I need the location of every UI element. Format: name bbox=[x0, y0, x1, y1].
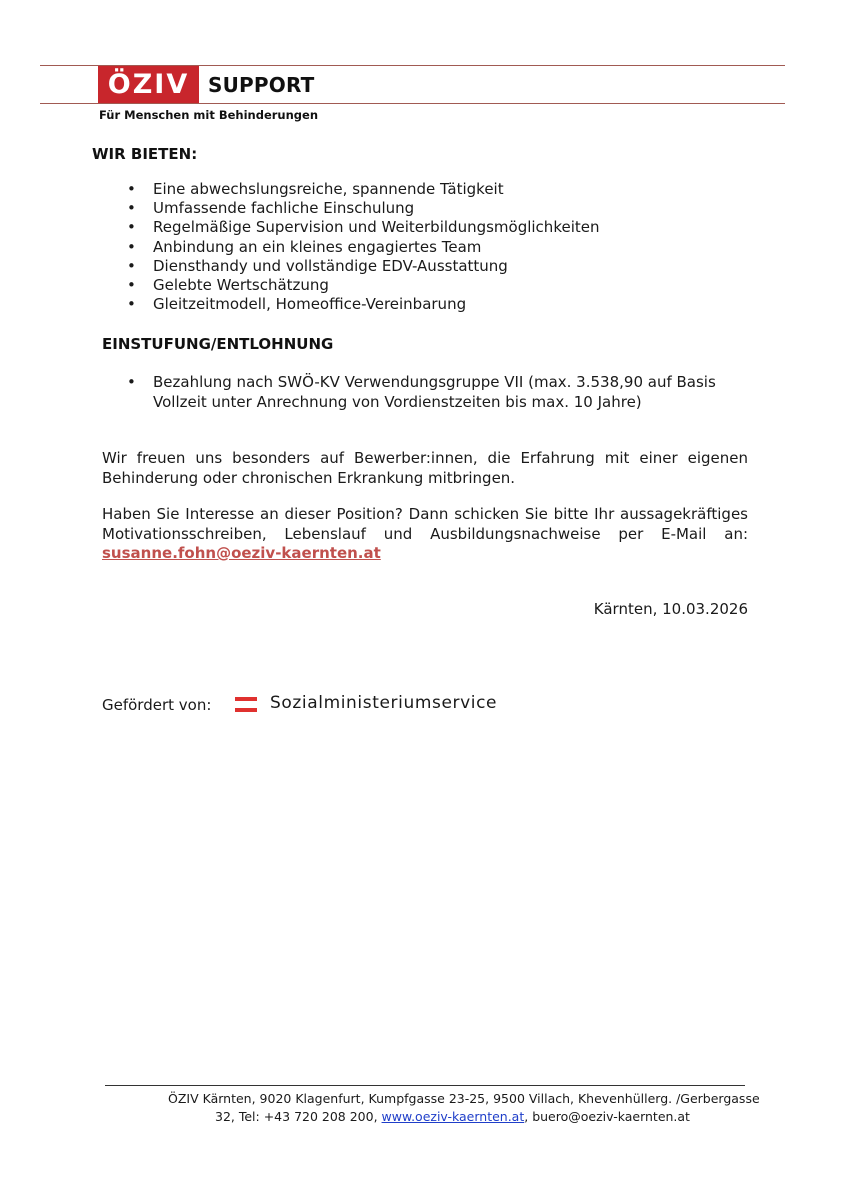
diversity-paragraph: Wir freuen uns besonders auf Bewerber:innen, die Erfahrung mit einer eigenen Behinderung oder chronischen Erkrankung mitbringen. bbox=[102, 449, 748, 487]
brand-support: SUPPORT bbox=[208, 73, 315, 97]
website-link[interactable]: www.oeziv-kaernten.at bbox=[381, 1109, 525, 1124]
austria-flag-icon bbox=[235, 697, 257, 712]
footer bbox=[100, 1090, 800, 1126]
header-bottom-rule bbox=[40, 103, 785, 104]
email-link[interactable]: susanne.fohn@oeziv-kaernten.at bbox=[102, 544, 381, 562]
pay-heading: EINSTUFUNG/ENTLOHNUNG bbox=[102, 335, 334, 353]
list-item: • Bezahlung nach SWÖ-KV Verwendungsgruppe VII (max. 3.538,90 auf Basis Vollzeit unter Anrechnung von Vordienstzeiten bis max. 10 Jahre) bbox=[103, 372, 743, 412]
pay-list bbox=[103, 372, 743, 412]
apply-paragraph bbox=[102, 505, 748, 564]
funded-by-label: Gefördert von: bbox=[102, 696, 212, 714]
list-item: • Regelmäßige Supervision und Weiterbildungsmöglichkeiten bbox=[103, 218, 743, 237]
brand-tagline: Für Menschen mit Behinderungen bbox=[99, 108, 319, 122]
oeziv-logo: ÖZIV bbox=[98, 66, 199, 103]
footer-address: ÖZIV Kärnten, 9020 Klagenfurt, Kumpfgasse 23-25, 9500 Villach, Khevenhüllerg. /Gerbergasse bbox=[168, 1091, 760, 1106]
list-item: • Umfassende fachliche Einschulung bbox=[103, 199, 743, 218]
sponsor-logo-text: Sozialministeriumservice bbox=[270, 693, 498, 713]
footer-phone: 32, Tel: +43 720 208 200, bbox=[215, 1109, 382, 1124]
list-item: • Gelebte Wertschätzung bbox=[103, 276, 743, 295]
list-item: • Gleitzeitmodell, Homeoffice-Vereinbarung bbox=[103, 295, 743, 314]
apply-text: Haben Sie Interesse an dieser Position? Dann schicken Sie bitte Ihr aussagekräftiges Motivationsschreiben, Lebenslauf und Ausbildungsnachweise per E-Mail an: bbox=[102, 505, 748, 543]
offer-heading: WIR BIETEN: bbox=[92, 145, 198, 163]
footer-email: , buero@oeziv-kaernten.at bbox=[524, 1109, 690, 1124]
footer-rule bbox=[105, 1085, 745, 1086]
offer-list bbox=[103, 180, 743, 314]
place-date: Kärnten, 10.03.2026 bbox=[593, 600, 748, 618]
list-item: • Eine abwechslungsreiche, spannende Tätigkeit bbox=[103, 180, 743, 199]
list-item: • Diensthandy und vollständige EDV-Ausstattung bbox=[103, 257, 743, 276]
footer-contact bbox=[100, 1108, 800, 1126]
list-item: • Anbindung an ein kleines engagiertes Team bbox=[103, 238, 743, 257]
